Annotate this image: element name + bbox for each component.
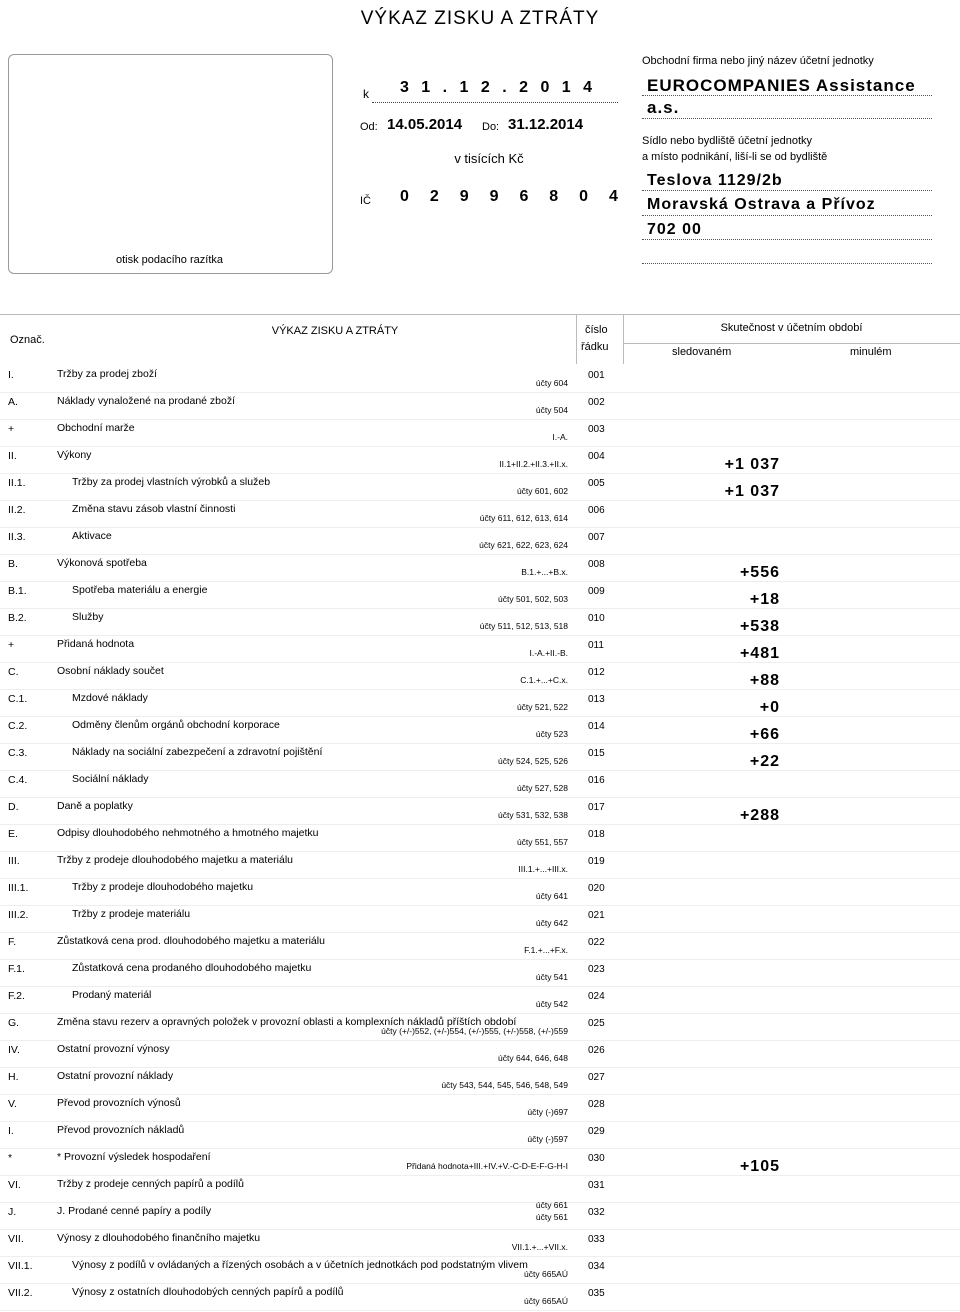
row-accounts: VII.1.+...+VII.x. <box>511 1242 568 1252</box>
header-ozn: Označ. <box>10 334 45 346</box>
row-divider <box>0 905 960 907</box>
row-number: 012 <box>588 667 605 678</box>
row-accounts: III.1.+...+III.x. <box>518 864 568 874</box>
row-label: Spotřeba materiálu a energie <box>72 584 208 596</box>
row-label: Zůstatková cena prod. dlouhodobého majetku a materiálu <box>57 935 325 947</box>
row-current-value: +538 <box>739 618 780 635</box>
row-number: 002 <box>588 397 605 408</box>
period-k-label: k <box>363 87 369 101</box>
row-label: J. Prodané cenné papíry a podíly <box>57 1205 212 1217</box>
address-line <box>642 262 932 264</box>
row-current-value: +1 037 <box>724 456 780 473</box>
row-accounts: účty 527, 528 <box>516 783 568 793</box>
row-accounts: účty 501, 502, 503 <box>498 594 568 604</box>
row-number: 024 <box>588 991 605 1002</box>
row-label: Výkony <box>57 449 92 461</box>
row-designation: V. <box>8 1098 17 1110</box>
row-current-value: +481 <box>739 645 780 662</box>
row-divider <box>0 743 960 745</box>
row-designation: C.2. <box>8 720 28 732</box>
header-separator <box>576 314 578 364</box>
row-current-value: +22 <box>749 753 780 770</box>
row-accounts: účty 665AÚ <box>524 1269 568 1279</box>
table-header-border <box>0 314 960 316</box>
row-number: 014 <box>588 721 605 732</box>
row-current-value: +556 <box>739 564 780 581</box>
row-label: Výnosy z podílů v ovládaných a řízených osobách a v účetních jednotkách pod podstatným vlivem <box>72 1259 528 1271</box>
row-designation: I. <box>8 369 14 381</box>
row-designation: F.1. <box>8 963 25 975</box>
row-number: 034 <box>588 1261 605 1272</box>
row-accounts: účty 543, 544, 545, 546, 548, 549 <box>441 1080 568 1090</box>
header-title: VÝKAZ ZISKU A ZTRÁTY <box>271 325 399 337</box>
row-label: Převod provozních nákladů <box>57 1124 185 1136</box>
ic-digit: 8 <box>549 188 559 205</box>
row-label: Převod provozních výnosů <box>57 1097 181 1109</box>
row-designation: II. <box>8 450 17 462</box>
row-divider <box>0 635 960 637</box>
row-accounts: B.1.+...+B.x. <box>521 567 568 577</box>
row-divider <box>0 446 960 448</box>
header-radku: řádku <box>581 341 609 353</box>
firm-name-line1: EUROCOMPANIES Assistance <box>647 76 916 95</box>
row-divider <box>0 959 960 961</box>
row-label: Tržby z prodeje materiálu <box>72 908 191 920</box>
row-designation: J. <box>8 1206 17 1218</box>
row-divider <box>0 581 960 583</box>
row-current-value: +66 <box>749 726 780 743</box>
ic-digit: 9 <box>489 188 499 205</box>
row-accounts: účty 531, 532, 538 <box>498 810 568 820</box>
row-label: Výnosy z ostatních dlouhodobých cenných papírů a podílů <box>72 1286 344 1298</box>
row-number: 016 <box>588 775 605 786</box>
row-divider <box>0 1175 960 1177</box>
row-accounts: účty 661 účty 561 <box>535 1200 568 1222</box>
row-divider <box>0 473 960 475</box>
period-from-value: 14.05.2014 <box>387 116 463 133</box>
row-label: Osobní náklady součet <box>57 665 164 677</box>
row-label: Tržby z prodeje dlouhodobého majetku <box>72 881 254 893</box>
row-designation: H. <box>8 1071 19 1083</box>
row-divider <box>0 392 960 394</box>
row-accounts: účty 621, 622, 623, 624 <box>479 540 568 550</box>
row-label: Náklady vynaložené na prodané zboží <box>57 395 236 407</box>
address-line <box>642 189 932 191</box>
row-divider <box>0 689 960 691</box>
row-number: 031 <box>588 1180 605 1191</box>
row-accounts: účty 604 <box>535 378 568 388</box>
row-number: 019 <box>588 856 605 867</box>
row-accounts: účty 542 <box>535 999 568 1009</box>
ic-digit: 0 <box>400 188 409 205</box>
row-designation: VII.1. <box>8 1260 33 1272</box>
row-accounts: I.-A. <box>552 432 568 442</box>
row-label: Ostatní provozní výnosy <box>57 1043 170 1055</box>
firm-label: Obchodní firma nebo jiný název účetní jednotky <box>642 55 874 67</box>
row-divider <box>0 1148 960 1150</box>
row-divider <box>0 1283 960 1285</box>
row-number: 022 <box>588 937 605 948</box>
row-designation: D. <box>8 801 19 813</box>
header-minulem: minulém <box>850 346 892 358</box>
row-divider <box>0 554 960 556</box>
row-designation: VII.2. <box>8 1287 33 1299</box>
report-title: VÝKAZ ZISKU A ZTRÁTY <box>360 8 600 29</box>
header-cislo: číslo <box>585 324 608 336</box>
row-number: 021 <box>588 910 605 921</box>
row-designation: G. <box>8 1017 20 1029</box>
row-number: 020 <box>588 883 605 894</box>
row-number: 008 <box>588 559 605 570</box>
row-label: Tržby z prodeje cenných papírů a podílů <box>57 1178 244 1190</box>
row-accounts: I.-A.+II.-B. <box>529 648 568 658</box>
row-number: 003 <box>588 424 605 435</box>
row-designation: E. <box>8 828 18 840</box>
address-line <box>642 214 932 216</box>
row-designation: + <box>8 423 15 435</box>
firm-name-line2: a.s. <box>647 98 680 117</box>
row-accounts: účty (+/-)552, (+/-)554, (+/-)555, (+/-)558, (+/-)559 <box>381 1026 568 1036</box>
row-current-value: +88 <box>749 672 780 689</box>
row-designation: C. <box>8 666 19 678</box>
row-divider <box>0 527 960 529</box>
row-divider <box>0 1121 960 1123</box>
row-current-value: +105 <box>739 1158 780 1175</box>
row-accounts: účty 521, 522 <box>516 702 568 712</box>
row-number: 018 <box>588 829 605 840</box>
row-number: 011 <box>588 640 604 651</box>
ic-digit: 6 <box>519 188 529 205</box>
stamp-label: otisk podacího razítka <box>115 254 223 266</box>
row-divider <box>0 851 960 853</box>
row-accounts: účty 665AÚ <box>524 1296 568 1306</box>
address-line1: Teslova 1129/2b <box>647 172 783 189</box>
row-designation: + <box>8 639 15 651</box>
row-accounts: účty 644, 646, 648 <box>498 1053 568 1063</box>
row-label: Sociální náklady <box>72 773 149 785</box>
period-to-value: 31.12.2014 <box>508 116 584 133</box>
address-line <box>642 238 932 240</box>
row-designation: B. <box>8 558 18 570</box>
row-designation: B.1. <box>8 585 27 597</box>
address-line2: Moravská Ostrava a Přívoz <box>647 196 876 213</box>
row-divider <box>0 608 960 610</box>
header-sledovanem: sledovaném <box>672 346 732 358</box>
row-number: 026 <box>588 1045 605 1056</box>
row-number: 010 <box>588 613 605 624</box>
period-k-line <box>372 101 618 103</box>
row-designation: III.1. <box>8 882 29 894</box>
row-divider <box>0 1094 960 1096</box>
row-number: 030 <box>588 1153 605 1164</box>
row-designation: IV. <box>8 1044 20 1056</box>
ic-digit: 4 <box>609 188 618 205</box>
row-label: Tržby za prodej vlastních výrobků a služeb <box>72 476 271 488</box>
row-divider <box>0 419 960 421</box>
row-label: Tržby za prodej zboží <box>57 368 157 380</box>
row-designation: VI. <box>8 1179 21 1191</box>
row-divider <box>0 770 960 772</box>
row-label: Daně a poplatky <box>57 800 133 812</box>
row-accounts: účty 511, 512, 513, 518 <box>479 621 568 631</box>
row-label: Přidaná hodnota <box>57 638 135 650</box>
row-number: 023 <box>588 964 605 975</box>
ic-digit: 0 <box>579 188 589 205</box>
row-label: Zůstatková cena prodaného dlouhodobého majetku <box>72 962 312 974</box>
seat-label-2: a místo podnikání, liší-li se od bydliště <box>642 151 828 163</box>
row-divider <box>0 500 960 502</box>
ic-digit: 9 <box>459 188 469 205</box>
row-label: Aktivace <box>72 530 112 542</box>
row-label: Výkonová spotřeba <box>57 557 147 569</box>
stamp-box <box>8 54 333 274</box>
row-designation: C.3. <box>8 747 28 759</box>
row-designation: F. <box>8 936 17 948</box>
row-accounts: účty 601, 602 <box>516 486 568 496</box>
row-divider <box>0 1229 960 1231</box>
row-accounts: účty 641 <box>535 891 568 901</box>
row-designation: II.3. <box>8 531 26 543</box>
row-accounts: F.1.+...+F.x. <box>524 945 568 955</box>
row-accounts: účty 541 <box>535 972 568 982</box>
row-accounts: účty 611, 612, 613, 614 <box>479 513 568 523</box>
row-label: Odměny členům orgánů obchodní korporace <box>72 719 280 731</box>
row-accounts: II.1+II.2.+II.3.+II.x. <box>499 459 568 469</box>
row-label: * Provozní výsledek hospodaření <box>57 1151 211 1163</box>
row-designation: A. <box>8 396 18 408</box>
row-number: 028 <box>588 1099 605 1110</box>
seat-label: Sídlo nebo bydliště účetní jednotky <box>642 135 813 147</box>
row-label: Odpisy dlouhodobého nehmotného a hmotného majetku <box>57 827 319 839</box>
row-accounts: účty (-)597 <box>527 1134 568 1144</box>
row-current-value: +0 <box>759 699 780 716</box>
row-divider <box>0 824 960 826</box>
row-divider <box>0 662 960 664</box>
row-number: 005 <box>588 478 605 489</box>
row-label: Změna stavu zásob vlastní činnosti <box>72 503 236 515</box>
row-label: Náklady na sociální zabezpečení a zdravotní pojištění <box>72 746 323 758</box>
row-number: 007 <box>588 532 605 543</box>
row-number: 035 <box>588 1288 605 1299</box>
row-label: Prodaný materiál <box>72 989 152 1001</box>
row-accounts: C.1.+...+C.x. <box>520 675 568 685</box>
row-designation: VII. <box>8 1233 24 1245</box>
row-designation: II.2. <box>8 504 26 516</box>
header-skutecnost: Skutečnost v účetním období <box>720 322 863 334</box>
ic-label: IČ <box>360 195 371 207</box>
row-divider <box>0 986 960 988</box>
row-divider <box>0 716 960 718</box>
row-label: Služby <box>72 611 104 623</box>
period-k-date: 3 1 . 1 2 . 2 0 1 4 <box>399 79 597 96</box>
row-label: Mzdové náklady <box>72 692 148 704</box>
row-number: 025 <box>588 1018 605 1029</box>
row-divider <box>0 932 960 934</box>
row-number: 029 <box>588 1126 605 1137</box>
row-divider <box>0 797 960 799</box>
row-accounts: Přidaná hodnota+III.+IV.+V.-C-D-E-F-G-H-I <box>406 1161 568 1171</box>
row-accounts: účty 551, 557 <box>516 837 568 847</box>
row-designation: C.4. <box>8 774 28 786</box>
row-divider <box>0 878 960 880</box>
row-number: 027 <box>588 1072 605 1083</box>
row-number: 013 <box>588 694 605 705</box>
row-divider <box>0 1256 960 1258</box>
header-subline <box>623 343 960 345</box>
row-number: 033 <box>588 1234 605 1245</box>
row-designation: C.1. <box>8 693 28 705</box>
row-divider <box>0 1040 960 1042</box>
row-number: 032 <box>588 1207 605 1218</box>
row-number: 017 <box>588 802 605 813</box>
row-label: Tržby z prodeje dlouhodobého majetku a materiálu <box>57 854 293 866</box>
address-zip: 702 00 <box>647 221 702 238</box>
period-from-label: Od: <box>360 121 378 133</box>
row-number: 009 <box>588 586 605 597</box>
row-accounts: účty (-)697 <box>527 1107 568 1117</box>
row-designation: * <box>8 1152 13 1164</box>
row-label: Změna stavu rezerv a opravných položek v provozní oblasti a komplexních nákladů příštích období <box>57 1016 517 1028</box>
row-current-value: +18 <box>749 591 780 608</box>
row-label: Výnosy z dlouhodobého finančního majetku <box>57 1232 261 1244</box>
units-label: v tisících Kč <box>454 151 524 166</box>
row-number: 001 <box>588 370 605 381</box>
row-number: 006 <box>588 505 605 516</box>
row-current-value: +288 <box>739 807 780 824</box>
row-number: 004 <box>588 451 605 462</box>
row-designation: II.1. <box>8 477 26 489</box>
row-current-value: +1 037 <box>724 483 780 500</box>
row-divider <box>0 1067 960 1069</box>
row-designation: III.2. <box>8 909 29 921</box>
row-designation: I. <box>8 1125 14 1137</box>
row-label: Obchodní marže <box>57 422 135 434</box>
row-designation: F.2. <box>8 990 25 1002</box>
row-accounts: účty 524, 525, 526 <box>498 756 568 766</box>
row-number: 015 <box>588 748 605 759</box>
period-to-label: Do: <box>482 121 500 133</box>
firm-line <box>642 94 932 96</box>
ic-digits <box>400 188 618 206</box>
row-designation: III. <box>8 855 20 867</box>
row-accounts: účty 642 <box>535 918 568 928</box>
row-accounts: účty 504 <box>535 405 568 415</box>
row-label: Ostatní provozní náklady <box>57 1070 174 1082</box>
row-accounts: účty 523 <box>535 729 568 739</box>
row-designation: B.2. <box>8 612 27 624</box>
row-divider <box>0 1013 960 1015</box>
ic-digit: 2 <box>429 188 439 205</box>
firm-line <box>642 117 932 119</box>
